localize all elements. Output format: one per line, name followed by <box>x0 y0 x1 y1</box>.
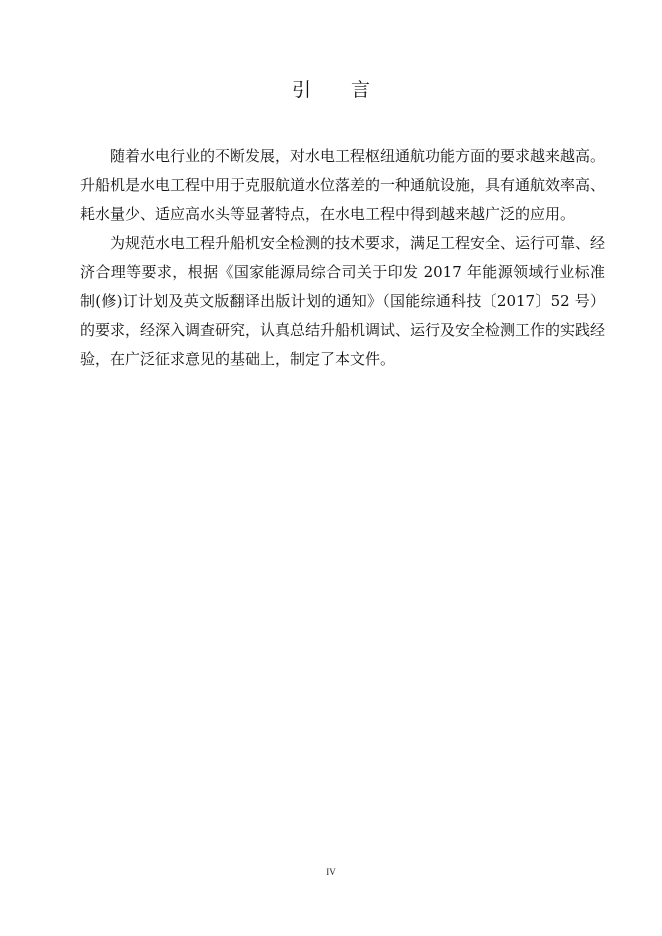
title-char-1: 引 <box>291 79 311 101</box>
page-title <box>0 76 662 104</box>
document-body <box>80 142 605 374</box>
page-number: IV <box>326 867 336 877</box>
title-char-2: 言 <box>351 79 371 101</box>
paragraph-basis: 为规范水电工程升船机安全检测的技术要求，满足工程安全、运行可靠、经济合理等要求，根据《国家能源局综合司关于印发 2017 年能源领域行业标准制(修)订计划及英文版翻译出版计划的通知》（国能综通科技〔2017〕52 号）的要求，经深入调查研究，认真总结升船机调试、运行及安全检测工作的实践经验，在广泛征求意见的基础上，制定了本文件。 <box>80 234 606 368</box>
paragraph-background: 随着水电行业的不断发展，对水电工程枢纽通航功能方面的要求越来越高。升船机是水电工程中用于克服航道水位落差的一种通航设施，具有通航效率高、耗水量少、适应高水头等显著特点，在水电工程中得到越来越广泛的应用。 <box>80 147 606 223</box>
